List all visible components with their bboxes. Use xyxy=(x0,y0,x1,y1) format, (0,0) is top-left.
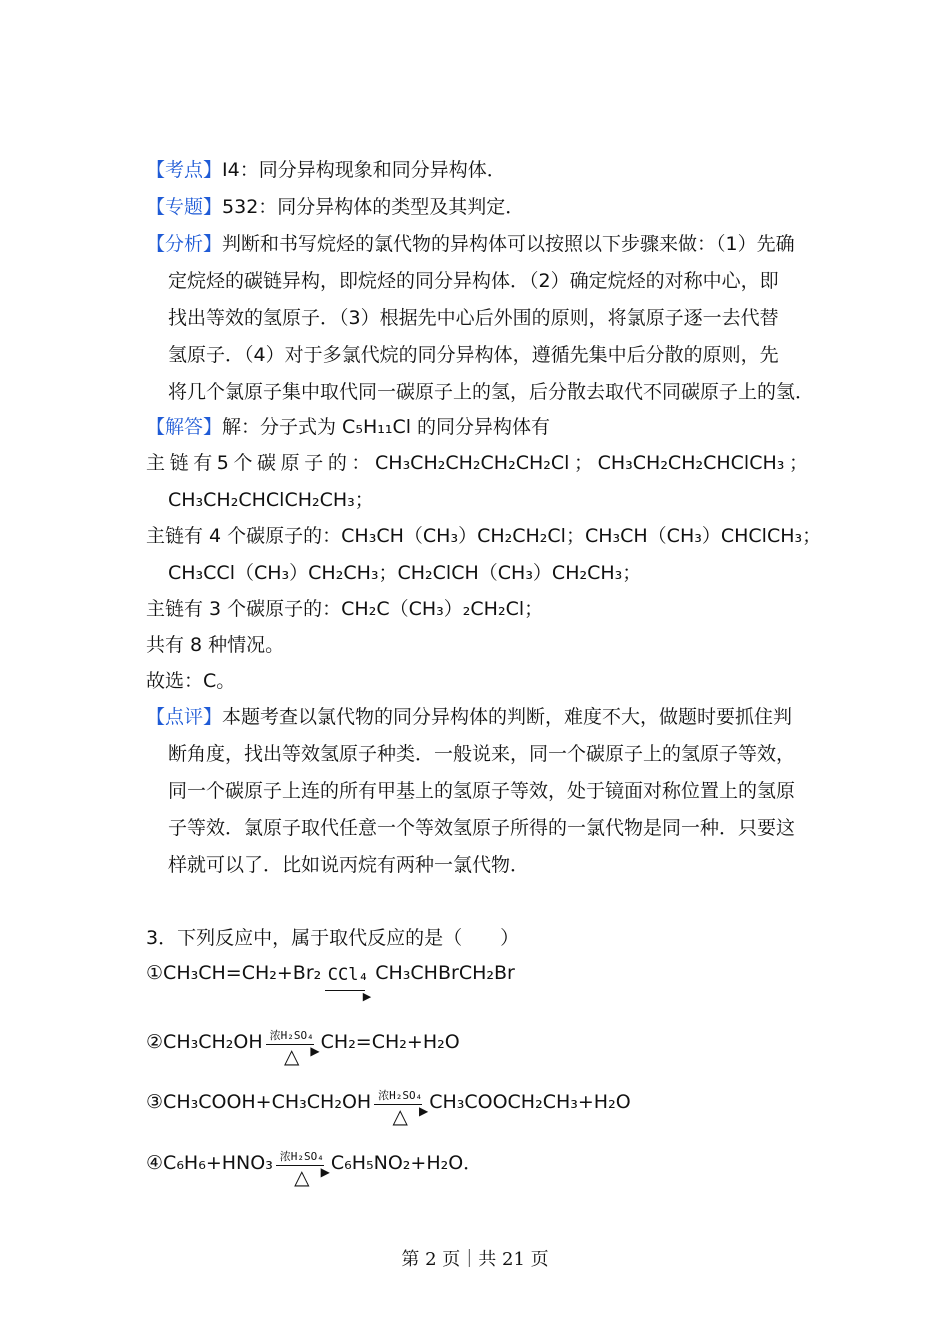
reaction-2-arrow xyxy=(264,1029,320,1085)
c5-chain-segment: 原 xyxy=(280,452,300,474)
heat-triangle-icon: △ xyxy=(392,1104,408,1128)
c4-chain-line-2: CH₃CCl（CH₃）CH₂CH₃；CH₂ClCH（CH₃）CH₂CH₃； xyxy=(168,562,642,584)
c4-chain-line-1: 主链有 4 个碳原子的：CH₃CH（CH₃）CH₂CH₂Cl；CH₃CH（CH₃）CHClCH₃； xyxy=(146,525,822,547)
c5-chain-segment: 碳 xyxy=(257,452,277,474)
dianping-text-1: 本题考查以氯代物的同分异构体的判断，难度不大，做题时要抓住判 xyxy=(222,706,793,728)
arrow-head-icon: ▶ xyxy=(362,990,372,1003)
c5-chain-segment: CH₃CH₂CH₂CHClCH₃ xyxy=(597,452,785,474)
reaction-2-number: ② xyxy=(146,1031,164,1053)
reaction-3-condition-top: 浓H₂SO₄ xyxy=(378,1089,423,1102)
fenxi-line-4: 氢原子．（4）对于多氯代烷的同分异构体，遵循先集中后分散的原则，先 xyxy=(168,344,779,366)
reaction-1 xyxy=(146,960,515,1004)
fenxi-tag: 【分析】 xyxy=(146,233,223,255)
c5-chain-segment: 子 xyxy=(304,452,324,474)
reaction-1-number: ① xyxy=(146,962,164,984)
reaction-4-right: C₆H₅NO₂+H₂O． xyxy=(330,1152,483,1174)
c5-chain-segment: ； xyxy=(574,452,594,474)
dianping-line-2: 断角度，找出等效氢原子种类．一般说来，同一个碳原子上的氢原子等效， xyxy=(168,743,796,765)
reaction-3-left: CH₃COOH+CH₃CH₂OH xyxy=(163,1091,372,1113)
arrow-head-icon: ▶ xyxy=(310,1044,320,1058)
page-footer: 第 2 页｜共 21 页 xyxy=(401,1249,549,1270)
reaction-3-arrow xyxy=(372,1089,428,1145)
jieda-tag: 【解答】 xyxy=(146,416,223,438)
c5-chain-segment: CH₃CH₂CH₂CH₂CH₂Cl xyxy=(375,452,570,474)
c5-chain-segment: 5 xyxy=(216,452,229,474)
c5-chain-segment: ： xyxy=(351,452,371,474)
question-stem: 3．下列反应中，属于取代反应的是（ ） xyxy=(146,927,520,949)
reaction-1-condition: CCl₄ xyxy=(327,965,369,985)
jieda-line-1 xyxy=(146,414,550,440)
arrow-head-icon: ▶ xyxy=(418,1104,429,1118)
dianping-line-3: 同一个碳原子上连的所有甲基上的氢原子等效，处于镜面对称位置上的氢原 xyxy=(168,780,796,802)
reaction-3-number: ③ xyxy=(146,1091,164,1113)
arrow-shaft xyxy=(325,990,365,991)
fenxi-line-2: 定烷烃的碳链异构，即烷烃的同分异构体．（2）确定烷烃的对称中心，即 xyxy=(168,270,779,292)
reaction-2-right: CH₂=CH₂+H₂O xyxy=(320,1031,460,1053)
reaction-1-right: CH₃CHBrCH₂Br xyxy=(375,962,515,984)
reaction-4-arrow xyxy=(274,1150,330,1206)
reaction-2 xyxy=(146,1029,460,1085)
c5-chain-line xyxy=(146,450,808,476)
arrow-head-icon: ▶ xyxy=(320,1165,330,1179)
zhuanti-text: 532：同分异构体的类型及其判定． xyxy=(222,196,525,218)
kaodian-line xyxy=(146,157,506,183)
dianping-line-4: 子等效．氯原子取代任意一个等效氢原子所得的一氯代物是同一种．只要这 xyxy=(168,817,796,839)
reaction-2-condition-top: 浓H₂SO₄ xyxy=(269,1029,314,1042)
dianping-line-1 xyxy=(146,704,792,730)
heat-triangle-icon: △ xyxy=(294,1165,310,1189)
reaction-4-left: C₆H₆+HNO₃ xyxy=(163,1152,273,1174)
kaodian-text: I4：同分异构现象和同分异构体． xyxy=(222,159,506,181)
reaction-4-number: ④ xyxy=(146,1152,164,1174)
c5-chain-segment: 个 xyxy=(233,452,253,474)
reaction-1-left: CH₃CH=CH₂+Br₂ xyxy=(163,962,322,984)
zhuanti-tag: 【专题】 xyxy=(146,196,223,218)
fenxi-line-5: 将几个氯原子集中取代同一碳原子上的氢，后分散去取代不同碳原子上的氢． xyxy=(168,381,815,403)
c5-chain-segment: 链 xyxy=(169,452,189,474)
zhuanti-line xyxy=(146,194,524,220)
c5-chain-segment: ； xyxy=(788,452,808,474)
c5-chain-segment: 有 xyxy=(193,452,213,474)
reaction-4 xyxy=(146,1150,482,1206)
fenxi-line-1 xyxy=(146,231,795,257)
reaction-1-arrow xyxy=(321,960,375,1004)
c5-chain-segment: 的 xyxy=(327,452,347,474)
kaodian-tag: 【考点】 xyxy=(146,159,223,181)
c5-chain-segment: 主 xyxy=(146,452,166,474)
c5-chain-line-2: CH₃CH₂CHClCH₂CH₃； xyxy=(168,489,374,511)
dianping-line-5: 样就可以了．比如说丙烷有两种一氯代物． xyxy=(168,854,530,876)
reaction-3-right: CH₃COOCH₂CH₃+H₂O xyxy=(429,1091,631,1113)
fenxi-text-1: 判断和书写烷烃的氯代物的异构体可以按照以下步骤来做：（1）先确 xyxy=(222,233,795,255)
dianping-tag: 【点评】 xyxy=(146,706,223,728)
heat-triangle-icon: △ xyxy=(283,1044,300,1068)
reaction-4-condition-top: 浓H₂SO₄ xyxy=(279,1150,324,1163)
total-line: 共有 8 种情况。 xyxy=(146,634,285,656)
fenxi-line-3: 找出等效的氢原子．（3）根据先中心后外围的原则，将氯原子逐一去代替 xyxy=(168,307,779,329)
reaction-2-left: CH₃CH₂OH xyxy=(163,1031,263,1053)
reaction-3 xyxy=(146,1089,631,1145)
answer-line: 故选：C。 xyxy=(146,670,236,692)
c3-chain-line: 主链有 3 个碳原子的：CH₂C（CH₃）₂CH₂Cl； xyxy=(146,598,544,620)
jieda-intro: 解：分子式为 C₅H₁₁Cl 的同分异构体有 xyxy=(222,416,551,438)
